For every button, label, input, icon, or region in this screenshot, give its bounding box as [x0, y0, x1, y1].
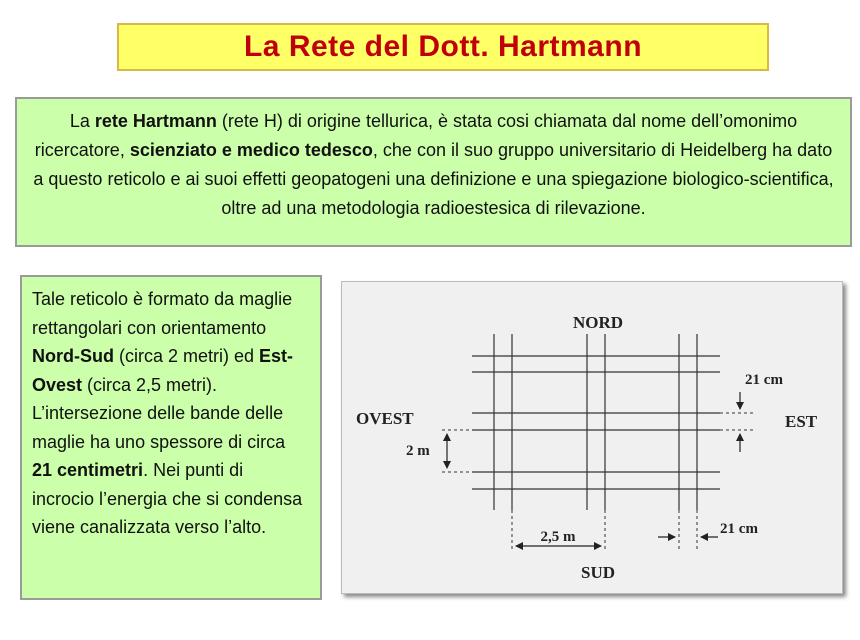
east-label: EST [785, 412, 818, 431]
spacing-ns-label: 2 m [406, 443, 430, 459]
intro-text-3: , che con il suo gruppo universitario di Heidelberg ha dato a questo reticolo e ai suoi effetti geopatogeni una definizione e una spiegazione biologico-scientifica, oltre ad una metodologia radioestesica di rilevazione. [33, 140, 834, 218]
dimension-arrows [447, 392, 740, 546]
dimension-guides [442, 413, 754, 552]
side-text-1: Tale reticolo è formato da maglie rettangolari con orientamento [32, 289, 293, 338]
grid-diagram-svg [342, 282, 842, 593]
side-bold-2: Est-Ovest [32, 346, 294, 395]
band-top-label: 21 cm [745, 372, 783, 388]
band-bottom-label: 21 cm [720, 521, 758, 537]
hartmann-grid-diagram [341, 281, 843, 594]
description-text-box [20, 275, 322, 600]
title-banner [117, 23, 769, 71]
side-bold-1: Nord-Sud [32, 346, 114, 366]
intro-bold-2: scienziato e medico tedesco [129, 140, 373, 160]
intro-text-1: La [69, 111, 95, 131]
grid-horizontal-lines [472, 356, 720, 489]
side-text-2: (circa 2 metri) ed [113, 346, 260, 366]
south-label: SUD [580, 563, 616, 582]
side-text-3: (circa 2,5 metri). L’intersezione delle bande delle maglie ha uno spessore di circa [32, 374, 286, 452]
intro-text-2: (rete H) di origine tellurica, è stata cosi chiamata dal nome dell’omonimo ricercatore, [34, 111, 798, 160]
intro-text-box [15, 97, 852, 247]
grid-vertical-lines [494, 334, 697, 510]
intro-bold-1: rete Hartmann [94, 111, 217, 131]
page-title: La Rete del Dott. Hartmann [243, 30, 643, 63]
north-label: NORD [572, 313, 624, 332]
west-label: OVEST [356, 409, 414, 428]
spacing-ew-label: 2,5 m [540, 529, 576, 545]
side-bold-3: 21 centimetri [32, 460, 144, 480]
side-text-4: . Nei punti di incrocio l’energia che si condensa viene canalizzata verso l’alto. [32, 460, 303, 537]
